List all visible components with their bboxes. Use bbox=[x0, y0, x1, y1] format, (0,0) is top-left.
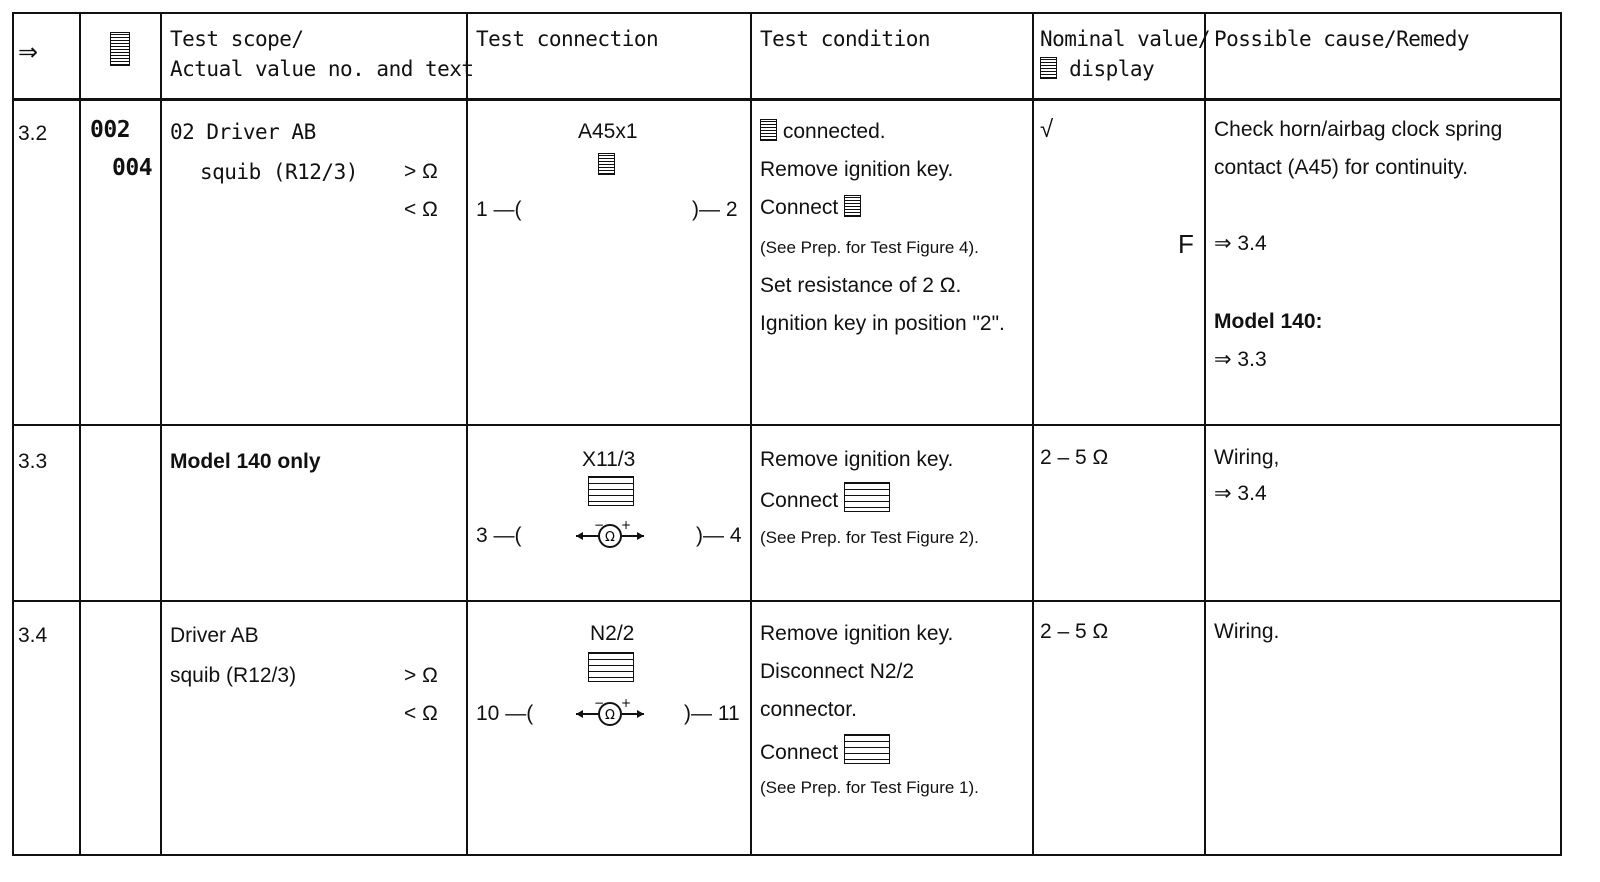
condition-text: Connect bbox=[760, 194, 861, 222]
hand-held-tester-icon bbox=[760, 119, 777, 141]
hand-held-tester-icon bbox=[110, 32, 130, 66]
pin-right: )— 11 bbox=[684, 702, 740, 725]
remedy-text: Check horn/airbag clock spring bbox=[1214, 118, 1503, 141]
actual-value-code: 004 bbox=[112, 155, 153, 181]
condition-note: (See Prep. for Test Figure 2). bbox=[760, 528, 979, 547]
header-tester-icon-cell bbox=[110, 32, 130, 68]
ohmmeter-symbol bbox=[574, 698, 646, 728]
col-rule bbox=[160, 12, 162, 856]
condition-text: Remove ignition key. bbox=[760, 158, 954, 181]
header-step: ⇒ bbox=[18, 39, 39, 66]
greater-than-ohm: > Ω bbox=[404, 160, 438, 183]
test-adapter-icon bbox=[844, 482, 890, 512]
remedy-text: Wiring, bbox=[1214, 446, 1280, 469]
row-rule bbox=[12, 600, 1562, 602]
step-number: 3.2 bbox=[18, 122, 48, 145]
nominal-value: √ bbox=[1040, 116, 1054, 143]
test-adapter-icon bbox=[598, 153, 615, 175]
condition-text: connector. bbox=[760, 698, 857, 721]
pin-right: )— 2 bbox=[692, 198, 738, 221]
remedy-model-note: Model 140: bbox=[1214, 310, 1323, 333]
test-scope-text: Driver AB bbox=[170, 624, 259, 647]
condition-text: Connect bbox=[760, 482, 890, 515]
header-test-connection: Test connection bbox=[476, 27, 659, 51]
remedy-link[interactable]: ⇒ 3.3 bbox=[1214, 348, 1267, 371]
svg-text:Ω: Ω bbox=[605, 708, 615, 723]
nominal-value: 2 – 5 Ω bbox=[1040, 446, 1109, 469]
svg-text:−: − bbox=[594, 520, 605, 532]
greater-than-ohm: > Ω bbox=[404, 664, 438, 687]
connector-label: X11/3 bbox=[582, 448, 636, 471]
pin-left: 10 —( bbox=[476, 702, 534, 725]
connector-label: A45x1 bbox=[578, 120, 638, 143]
less-than-ohm: < Ω bbox=[404, 198, 438, 221]
less-than-ohm: < Ω bbox=[404, 702, 438, 725]
condition-text: Connect bbox=[760, 734, 890, 767]
table-border-bottom bbox=[12, 854, 1562, 856]
step-number: 3.3 bbox=[18, 450, 48, 473]
condition-text: connected. bbox=[760, 118, 886, 146]
test-scope-text: 02 Driver AB bbox=[170, 120, 316, 144]
condition-text: Remove ignition key. bbox=[760, 448, 954, 471]
header-rule bbox=[12, 98, 1562, 101]
test-scope-text: squib (R12/3) bbox=[170, 664, 297, 687]
pin-left: 3 —( bbox=[476, 524, 522, 547]
connector-icon bbox=[588, 652, 634, 685]
svg-text:−: − bbox=[594, 698, 605, 710]
pin-right: )— 4 bbox=[696, 524, 742, 547]
connector-icon bbox=[588, 476, 634, 509]
test-scope-text: Model 140 only bbox=[170, 450, 321, 473]
nominal-display: F bbox=[1178, 229, 1194, 259]
condition-text: Disconnect N2/2 bbox=[760, 660, 915, 683]
header-test-condition: Test condition bbox=[760, 27, 931, 51]
diagnosis-table bbox=[12, 12, 1590, 874]
pin-left: 1 —( bbox=[476, 198, 522, 221]
connector-label: N2/2 bbox=[590, 622, 635, 645]
test-scope-text: squib (R12/3) bbox=[200, 160, 358, 184]
condition-text: Remove ignition key. bbox=[760, 622, 954, 645]
remedy-link[interactable]: ⇒ 3.4 bbox=[1214, 232, 1267, 255]
col-rule bbox=[1204, 12, 1206, 856]
condition-text: Ignition key in position "2". bbox=[760, 312, 1005, 335]
col-rule bbox=[1032, 12, 1034, 856]
test-adapter-icon bbox=[844, 195, 861, 217]
col-rule bbox=[12, 12, 14, 856]
condition-note: (See Prep. for Test Figure 1). bbox=[760, 778, 979, 797]
test-adapter-icon bbox=[588, 652, 634, 682]
step-number: 3.4 bbox=[18, 624, 48, 647]
col-rule bbox=[1560, 12, 1562, 856]
actual-value-code: 002 bbox=[90, 117, 131, 143]
svg-text:+: + bbox=[621, 520, 632, 532]
header-test-scope: Test scope/ Actual value no. and text bbox=[170, 27, 474, 81]
col-rule bbox=[79, 12, 81, 856]
condition-note: (See Prep. for Test Figure 4). bbox=[760, 238, 979, 257]
nominal-value: 2 – 5 Ω bbox=[1040, 620, 1109, 643]
remedy-text: Wiring. bbox=[1214, 620, 1280, 643]
remedy-link[interactable]: ⇒ 3.4 bbox=[1214, 482, 1267, 505]
table-border-top bbox=[12, 12, 1562, 14]
condition-text: Set resistance of 2 Ω. bbox=[760, 274, 962, 297]
header-remedy: Possible cause/Remedy bbox=[1214, 27, 1470, 51]
header-nominal: Nominal value/ display bbox=[1040, 27, 1211, 81]
row-rule bbox=[12, 424, 1562, 426]
test-adapter-icon bbox=[588, 476, 634, 506]
remedy-text: contact (A45) for continuity. bbox=[1214, 156, 1469, 179]
test-adapter-icon bbox=[844, 734, 890, 764]
col-rule bbox=[466, 12, 468, 856]
hand-held-tester-icon bbox=[1040, 57, 1057, 79]
connector-icon bbox=[598, 152, 615, 180]
ohmmeter-symbol bbox=[574, 520, 646, 550]
svg-text:Ω: Ω bbox=[605, 530, 615, 545]
col-rule bbox=[750, 12, 752, 856]
svg-text:+: + bbox=[621, 698, 632, 710]
